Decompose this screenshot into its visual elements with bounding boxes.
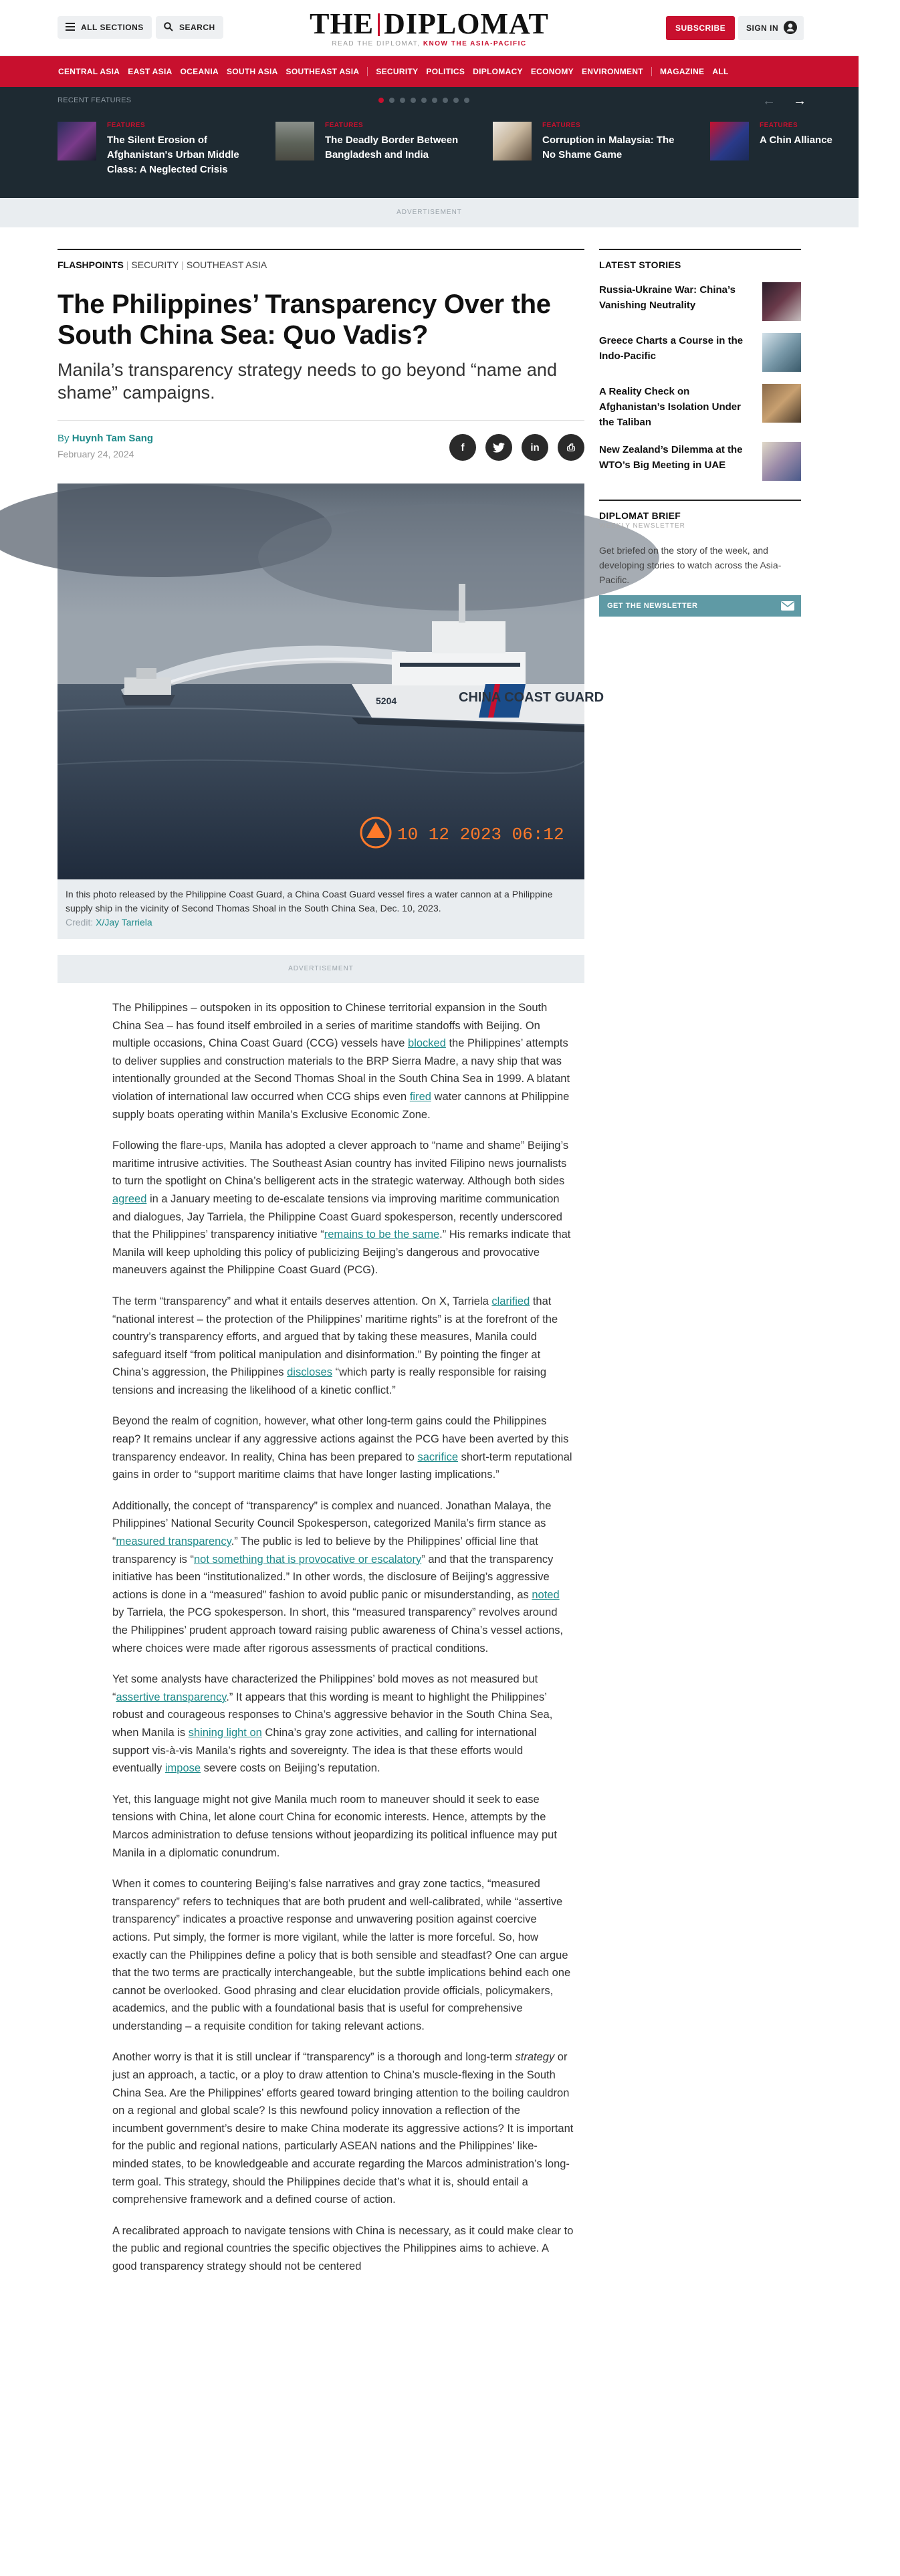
article <box>58 249 604 2289</box>
inline-link[interactable]: impose <box>164 1762 201 1775</box>
paragraph: When it comes to countering Beijing’s false narratives and gray zone tactics, “measured transparency” refers to techniques that are both prudent and well-calibrated, while “assertive transparency” indicates a proactive response and unwavering position against coercive actions. Put simply, the former is more vigilant, while the latter is more forceful. So, how exactly can the Philippines define a policy that is both sensible and steadfast? One can argue that the two terms are practically interchangeable, but the subtle implications behind each one cannot be overlooked. Good phrasing and clear elucidation provide officials, policymakers, academics, and the public with a foundational basis that is useful for comprehensive understanding – a requisite condition for taking relevant actions. <box>112 1878 571 2032</box>
ship-hull-number: 5204 <box>376 695 397 706</box>
inline-link[interactable]: fired <box>409 1090 431 1103</box>
feature-kicker: FEATURES <box>107 122 146 129</box>
text: Beyond the realm of cognition, however, what other long-term gains could the Philippines reap? It remains unclear if any aggressive actions against the PCG have been averted by this transparency endeavor. In reality, China has been prepared to <box>112 1415 569 1463</box>
sign-in-button[interactable] <box>738 16 804 40</box>
byline <box>58 421 584 471</box>
recent-features-label: RECENT FEATURES <box>58 96 132 104</box>
ship-label: CHINA COAST GUARD <box>459 690 604 705</box>
nav-item-east-asia[interactable]: EAST ASIA <box>128 67 173 76</box>
site-header <box>0 0 859 56</box>
carousel-dot[interactable] <box>378 98 384 103</box>
text: short-term reputational gains in order to “support maritime claims that have longer lasting implications.” <box>112 1451 572 1481</box>
breadcrumb-southeast-asia[interactable]: SOUTHEAST ASIA <box>186 259 267 270</box>
inline-link[interactable]: not something that is provocative or escalatory <box>193 1553 422 1566</box>
nav-item-southeast-asia[interactable]: SOUTHEAST ASIA <box>286 67 360 76</box>
latest-story-title: A Reality Check on Afghanistan’s Isolation Under the Taliban <box>599 386 741 428</box>
credit-link[interactable]: X/Jay Tarriela <box>96 917 152 928</box>
tagline-prefix: READ THE DIPLOMAT, <box>332 40 421 47</box>
text: severe costs on Beijing’s reputation. <box>201 1762 380 1775</box>
latest-story[interactable] <box>599 270 801 321</box>
subscribe-button[interactable]: SUBSCRIBE <box>666 16 735 40</box>
feature-thumbnail <box>493 122 532 160</box>
text: .” His remarks indicate that Manila will keep upholding this policy of publicizing Beijing’s dangerous and provocative maneuvers against the Philippine Coast Guard (PCG). <box>112 1228 571 1277</box>
nav-item-south-asia[interactable]: SOUTH ASIA <box>226 67 278 76</box>
tagline-emphasis: KNOW THE ASIA-PACIFIC <box>423 40 527 47</box>
text: .” The public is led to believe by the Philippines’ official line that transparency is “ <box>112 1535 538 1566</box>
inline-link[interactable]: noted <box>532 1588 560 1601</box>
text: the Philippines’ attempts to deliver supplies and construction materials to the BRP Sierra Madre, a navy ship that was intentionally grounded at the Second Thomas Shoal in the South China Sea in 1999. A blatant violation of international law occurred when CCG ships even <box>112 1037 570 1103</box>
inline-link[interactable]: shining light on <box>188 1726 262 1739</box>
nav-item-oceania[interactable]: OCEANIA <box>180 67 219 76</box>
latest-story-title: New Zealand’s Dilemma at the WTO’s Big Meeting in UAE <box>599 444 743 471</box>
recent-features <box>0 87 859 198</box>
twitter-icon[interactable] <box>485 434 512 461</box>
latest-story-title: Russia-Ukraine War: China’s Vanishing Neutrality <box>599 284 736 311</box>
arrow-right-icon[interactable]: → <box>793 94 806 108</box>
get-newsletter-label: GET THE NEWSLETTER <box>607 602 698 610</box>
text: Additionally, the concept of “transparency” is complex and nuanced. Jonathan Malaya, the Philippines’ National Security Council Spokesperson, categorized Manila’s firm stance as “ <box>112 1499 552 1548</box>
caption-text: In this photo released by the Philippine Coast Guard, a China Coast Guard vessel fires a water cannon at a Philippine supply ship in the vicinity of Second Thomas Shoal in the South China Sea, Dec. 10, 2023. <box>66 889 553 914</box>
inline-link[interactable]: agreed <box>112 1192 147 1205</box>
paragraph <box>112 2048 574 2208</box>
get-newsletter-button[interactable] <box>599 595 801 617</box>
breadcrumb-flashpoints[interactable]: FLASHPOINTS <box>58 259 124 270</box>
feature-thumbnail <box>275 122 314 160</box>
photo-caption <box>58 879 584 939</box>
carousel-dot[interactable] <box>421 98 427 103</box>
section-nav <box>0 56 859 87</box>
nav-fade <box>798 56 859 87</box>
paragraph <box>112 1293 574 1400</box>
feature-kicker: FEATURES <box>325 122 364 129</box>
latest-story[interactable] <box>599 430 801 481</box>
text: by Tarriela, the PCG spokesperson. In short, this “measured transparency” revolves around the Philippines’ prudent approach toward raising public awareness of China’s vessel actions, where choices were made after rigorous assessments of practical conditions. <box>112 1606 564 1654</box>
carousel-dot[interactable] <box>400 98 405 103</box>
feature-thumbnail <box>58 122 96 160</box>
inline-link[interactable]: sacrifice <box>417 1451 458 1463</box>
paragraph <box>112 1671 574 1778</box>
carousel-dot[interactable] <box>443 98 448 103</box>
text: Yet some analysts have characterized the Philippines’ bold moves as not measured but “ <box>112 1673 538 1703</box>
inline-link[interactable]: remains to be the same <box>324 1228 440 1241</box>
article-body <box>112 999 574 2276</box>
latest-story-thumbnail <box>762 282 801 321</box>
inline-link[interactable]: blocked <box>408 1037 446 1050</box>
latest-story[interactable] <box>599 321 801 372</box>
emphasis: strategy <box>515 2051 555 2064</box>
article-title: The Philippines’ Transparency Over the South China Sea: Quo Vadis? <box>58 290 551 350</box>
latest-story-thumbnail <box>762 442 801 481</box>
sign-in-label: SIGN IN <box>746 23 779 33</box>
nav-item-central-asia[interactable]: CENTRAL ASIA <box>58 67 120 76</box>
latest-story[interactable] <box>599 372 801 430</box>
carousel-dot[interactable] <box>464 98 469 103</box>
carousel-dot[interactable] <box>432 98 437 103</box>
feature-kicker: FEATURES <box>760 122 798 129</box>
nav-separator <box>651 67 652 76</box>
inline-link[interactable]: measured transparency <box>116 1535 231 1548</box>
advertisement-banner: ADVERTISEMENT <box>0 198 859 227</box>
carousel-dot[interactable] <box>453 98 459 103</box>
nav-item-diplomacy[interactable]: DIPLOMACY <box>473 67 523 76</box>
text: “which party is really responsible for raising tensions and increasing the likelihood of a kinetic conflict.” <box>112 1366 547 1396</box>
text: or just an approach, a tactic, or a ploy to draw attention to China’s muscle-flexing in the South China Sea. Are the Philippines’ efforts geared toward bringing attention to the boiling cauldron on a regional and global scale? Is this newfound policy innovation a reflection of the incumbent government’s desire to make China moderate its aggressive actions? It is important for the public and regional nations, particularly ASEAN nations and the Philippines’ like-minded states, to be knowledgeable and accurate regarding the Marcos administration’s long-term goal. This strategy, should the Philippines decide that’s what it is, should entail a comprehensive framework and a defined course of action. <box>112 2051 574 2206</box>
advertisement-slot: ADVERTISEMENT <box>58 955 584 983</box>
carousel-dot[interactable] <box>411 98 416 103</box>
text: The term “transparency” and what it entails deserves attention. On X, Tarriela <box>112 1295 492 1307</box>
latest-stories-heading: LATEST STORIES <box>599 259 681 270</box>
feature-thumbnail <box>710 122 749 160</box>
nav-item-magazine[interactable]: MAGAZINE <box>659 67 705 76</box>
paragraph: Yet, this language might not give Manila much room to maneuver should it seek to ease tensions with China, let alone court China for economic interests. Hence, attempts by the Marcos administration to defuse tensions without jeopardizing its political influence may put Manila in a diplomatic conundrum. <box>112 1793 557 1859</box>
carousel-dot[interactable] <box>389 98 395 103</box>
arrow-left-icon[interactable]: ← <box>762 94 776 108</box>
paragraph <box>112 1497 574 1657</box>
search-label: SEARCH <box>179 23 215 32</box>
article-deck: Manila’s transparency strategy needs to go beyond “name and shame” campaigns. <box>58 360 557 403</box>
nav-item-economy[interactable]: ECONOMY <box>530 67 574 76</box>
text: Following the flare-ups, Manila has adopted a clever approach to “name and shame” Beijing’s maritime intrusive activities. The Southeast Asian country has invited Filipino news journalists to turn the spotlight on China’s belligerent acts in the strategic waterway. Although both sides <box>112 1140 569 1188</box>
feature-title: The Deadly Border Between Bangladesh and India <box>325 134 459 160</box>
logo-left: THE <box>310 7 374 40</box>
print-icon[interactable]: ⎙ <box>558 434 584 461</box>
text: that “national interest – the protection of the Philippines’ maritime rights” is at the forefront of the country’s transparency efforts, and argued that by taking these measures, Manila could safeguard itself “from political manipulation and disinformation.” By pointing the finger at China’s aggression, the Philippines <box>112 1295 558 1379</box>
feature-title: Corruption in Malaysia: The No Shame Game <box>542 134 675 160</box>
text: in a January meeting to de-escalate tensions via improving maritime communication and dialogues, Jay Tarriela, the Philippine Coast Guard spokesperson, recently underscored that the Philippines’ transparency initiative “ <box>112 1192 562 1241</box>
article-photo <box>58 484 604 879</box>
latest-story-thumbnail <box>762 384 801 423</box>
text: ” and that the transparency initiative has been “institutionalized.” In other words, the disclosure of Beijing’s aggressive actions is done in a “measured” fashion to avoid public panic or misunderstanding, as <box>112 1553 554 1601</box>
mail-icon <box>781 601 794 611</box>
photo-timestamp: 10 12 2023 06:12 <box>397 825 564 845</box>
byline-prefix: By <box>58 433 70 444</box>
nav-item-environment[interactable]: ENVIRONMENT <box>581 67 643 76</box>
text: water cannons at Philippine supply boats operating within Manila’s Exclusive Economic Zone. <box>112 1090 570 1121</box>
sidebar <box>599 249 801 617</box>
logo-right: DIPLOMAT <box>384 7 549 40</box>
logo-divider <box>378 13 380 36</box>
latest-story-title: Greece Charts a Course in the Indo-Pacific <box>599 335 744 362</box>
paragraph: A recalibrated approach to navigate tensions with China is necessary, as it could make clear to the public and regional countries the specific objectives the Philippines aims to achieve. A good transparency strategy should not be centered <box>112 2224 574 2272</box>
user-icon <box>784 21 797 36</box>
text: The Philippines – outspoken in its opposition to Chinese territorial expansion in the South China Sea – has found itself embroiled in a series of maritime standoffs with Beijing. On multiple occasions, China Coast Guard (CCG) vessels have <box>112 1002 548 1050</box>
publish-date: February 24, 2024 <box>58 449 134 459</box>
carousel-dots[interactable] <box>378 98 469 103</box>
feature-card[interactable] <box>58 122 247 177</box>
newsletter-description: Get briefed on the story of the week, and developing stories to watch across the Asia-Pacific. <box>599 545 782 585</box>
breadcrumb-security[interactable]: SECURITY <box>131 259 179 270</box>
paragraph <box>112 1137 574 1279</box>
text: Another worry is that it is still unclear if “transparency” is a thorough and long-term <box>112 2051 516 2064</box>
feature-card[interactable] <box>493 122 683 163</box>
latest-story-thumbnail <box>762 333 801 372</box>
newsletter-subtitle: WEEKLY NEWSLETTER <box>599 522 685 530</box>
nav-item-security[interactable]: SECURITY <box>376 67 419 76</box>
paragraph <box>112 999 574 1123</box>
nav-item-politics[interactable]: POLITICS <box>426 67 465 76</box>
text: China’s gray zone activities, and calling for international support vis-à-vis Manila’s rights and sovereignty. The idea is that these efforts would eventually <box>112 1726 537 1775</box>
paragraph <box>112 1412 574 1483</box>
text: .” It appears that this wording is meant to highlight the Philippines’ robust and courageous responses to China’s aggressive behavior in the South China Sea, when Manila is <box>112 1691 553 1739</box>
diplomat-brief-heading: DIPLOMAT BRIEF <box>599 510 681 521</box>
feature-title: The Silent Erosion of Afghanistan's Urban Middle Class: A Neglected Crisis <box>107 134 239 175</box>
linkedin-icon[interactable]: in <box>522 434 548 461</box>
inline-link[interactable]: clarified <box>491 1295 530 1307</box>
breadcrumb: FLASHPOINTS | SECURITY | SOUTHEAST ASIA <box>58 259 267 270</box>
nav-item-all[interactable]: ALL <box>712 67 729 76</box>
author-link[interactable]: Huynh Tam Sang <box>72 433 154 444</box>
feature-card[interactable] <box>710 122 900 160</box>
nav-separator <box>367 67 368 76</box>
photo-illustration <box>58 484 604 879</box>
all-sections-label: ALL SECTIONS <box>81 23 144 32</box>
inline-link[interactable]: discloses <box>287 1366 332 1379</box>
feature-kicker: FEATURES <box>542 122 581 129</box>
feature-title: A Chin Alliance <box>760 134 832 146</box>
share-buttons <box>449 434 584 461</box>
facebook-icon[interactable]: f <box>449 434 476 461</box>
feature-card[interactable] <box>275 122 465 163</box>
inline-link[interactable]: assertive transparency <box>116 1691 227 1703</box>
credit-label: Credit: <box>66 917 94 928</box>
